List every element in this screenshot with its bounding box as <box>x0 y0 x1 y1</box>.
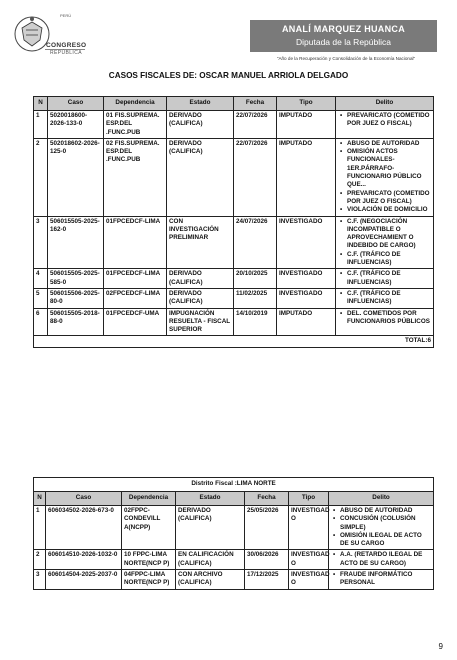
delito-item: • ABUSO DE AUTORIDAD <box>338 140 431 148</box>
total-cell: TOTAL:6 <box>34 336 434 347</box>
cell-caso: 606034502-2026-673-0 <box>46 506 122 550</box>
col-delito: Delito <box>329 492 434 506</box>
delito-item: • FRAUDE INFORMÁTICO PERSONAL <box>331 571 431 588</box>
cell-tipo: INVESTIGAD O <box>289 570 329 590</box>
delito-item: • VIOLACIÓN DE DOMICILIO <box>338 206 431 214</box>
congreso-label: CONGRESO <box>46 42 87 49</box>
cell-fecha: 22/07/2026 <box>234 111 277 139</box>
republica-label: REPÚBLICA <box>50 50 82 56</box>
cases-table <box>33 96 434 348</box>
cell-n: 6 <box>34 308 48 336</box>
cell-n: 4 <box>34 269 48 289</box>
cell-caso: 5020018600-2026-133-0 <box>48 111 104 139</box>
cell-dependencia: 02 FIS.SUPREMA. ESP.DEL .FUNC.PUB <box>104 138 167 216</box>
cell-dependencia: 01FPCEDCF-LIMA <box>104 269 167 289</box>
table-row <box>34 550 434 570</box>
col-n: N <box>34 492 46 506</box>
cell-delito <box>329 550 434 570</box>
cell-fecha: 30/06/2026 <box>245 550 289 570</box>
delito-item: • CONCUSIÓN (COLUSIÓN SIMPLE) <box>331 515 431 532</box>
delito-item: • PREVARICATO (COMETIDO POR JUEZ O FISCAL) <box>338 190 431 207</box>
col-caso: Caso <box>48 97 104 111</box>
col-estado: Estado <box>176 492 245 506</box>
deputy-name: ANALÍ MARQUEZ HUANCA <box>282 24 405 34</box>
cell-n: 1 <box>34 111 48 139</box>
col-fecha: Fecha <box>245 492 289 506</box>
cell-delito <box>336 138 434 216</box>
cell-estado: DERIVADO (CALIFICA) <box>167 111 234 139</box>
deputy-banner <box>250 20 437 52</box>
cell-fecha: 25/05/2026 <box>245 506 289 550</box>
col-dependencia: Dependencia <box>104 97 167 111</box>
cell-estado: DERIVADO (CALIFICA) <box>167 138 234 216</box>
delito-item: • A.A. (RETARDO ILEGAL DE ACTO DE SU CARGO) <box>331 551 431 568</box>
col-n: N <box>34 97 48 111</box>
delito-item: • OMISIÓN ILEGAL DE ACTO DE SU CARGO <box>331 532 431 549</box>
cell-tipo: INVESTIGAD O <box>289 550 329 570</box>
table-row <box>34 288 434 308</box>
cell-caso: 506015506-2025-80-0 <box>48 288 104 308</box>
year-motto: "Año de la Recuperación y Consolidación de la Economía Nacional" <box>276 56 416 61</box>
cell-caso: 506015505-2025-162-0 <box>48 216 104 269</box>
district-header-row <box>34 478 434 492</box>
cell-fecha: 11/02/2025 <box>234 288 277 308</box>
cell-delito <box>336 269 434 289</box>
table-row <box>34 216 434 269</box>
cell-tipo: IMPUTADO <box>277 111 336 139</box>
cell-fecha: 20/10/2025 <box>234 269 277 289</box>
delito-item: • ABUSO DE AUTORIDAD <box>331 507 431 515</box>
col-tipo: Tipo <box>277 97 336 111</box>
table-header-row <box>34 492 434 506</box>
cell-caso: 506015505-2018-88-0 <box>48 308 104 336</box>
cell-dependencia: 10 FPPC-LIMA NORTE(NCP P) <box>122 550 176 570</box>
cell-dependencia: 02FPCEDCF-LIMA <box>104 288 167 308</box>
cell-fecha: 22/07/2026 <box>234 138 277 216</box>
cell-estado: IMPUGNACIÓN RESUELTA - FISCAL SUPERIOR <box>167 308 234 336</box>
cell-dependencia: 01 FIS.SUPREMA. ESP.DEL .FUNC.PUB <box>104 111 167 139</box>
cell-delito <box>329 506 434 550</box>
cell-delito <box>336 111 434 139</box>
col-fecha: Fecha <box>234 97 277 111</box>
total-row <box>34 336 434 347</box>
cell-n: 2 <box>34 550 46 570</box>
cell-dependencia: 04FPPC-LIMA NORTE(NCP P) <box>122 570 176 590</box>
table-row <box>34 308 434 336</box>
cell-fecha: 24/07/2026 <box>234 216 277 269</box>
col-estado: Estado <box>167 97 234 111</box>
cell-caso: 506015505-2025-585-0 <box>48 269 104 289</box>
col-tipo: Tipo <box>289 492 329 506</box>
cell-n: 5 <box>34 288 48 308</box>
cell-estado: CON ARCHIVO (CALIFICA) <box>176 570 245 590</box>
district-title: Distrito Fiscal :LIMA NORTE <box>34 478 434 492</box>
col-delito: Delito <box>336 97 434 111</box>
cell-delito <box>329 570 434 590</box>
cell-dependencia: 02FPPC-CONDEVILL A(NCPP) <box>122 506 176 550</box>
cell-tipo: IMPUTADO <box>277 138 336 216</box>
table-header-row <box>34 97 434 111</box>
cell-estado: DERIVADO (CALIFICA) <box>167 288 234 308</box>
delito-item: • C.F. (TRÁFICO DE INFLUENCIAS) <box>338 270 431 287</box>
cell-estado: EN CALIFICACIÓN (CALIFICA) <box>176 550 245 570</box>
cell-caso: 606014504-2025-2037-0 <box>46 570 122 590</box>
cell-n: 2 <box>34 138 48 216</box>
delito-item: • PREVARICATO (COMETIDO POR JUEZ O FISCAL) <box>338 112 431 129</box>
cell-tipo: INVESTIGADO <box>277 216 336 269</box>
cell-estado: DERIVADO (CALIFICA) <box>176 506 245 550</box>
document-title: CASOS FISCALES DE: OSCAR MANUEL ARRIOLA DELGADO <box>108 71 349 80</box>
table-row <box>34 111 434 139</box>
cell-fecha: 14/10/2019 <box>234 308 277 336</box>
cell-delito <box>336 308 434 336</box>
table-row <box>34 138 434 216</box>
cell-tipo: INVESTIGAD O <box>289 506 329 550</box>
cell-tipo: INVESTIGADO <box>277 288 336 308</box>
cell-n: 3 <box>34 570 46 590</box>
delito-item: • C.F. (TRÁFICO DE INFLUENCIAS) <box>338 290 431 307</box>
cell-dependencia: 01FPCEDCF-UMA <box>104 308 167 336</box>
cell-tipo: IMPUTADO <box>277 308 336 336</box>
cell-n: 3 <box>34 216 48 269</box>
cell-fecha: 17/12/2025 <box>245 570 289 590</box>
cell-delito <box>336 288 434 308</box>
cell-n: 1 <box>34 506 46 550</box>
page-number: 9 <box>438 642 443 651</box>
crest-caption: PERÚ <box>60 13 72 18</box>
delito-item: • C.F. (NEGOCIACIÓN INCOMPATIBLE O APROVECHAMIENT O INDEBIDO DE CARGO) <box>338 218 431 251</box>
table-row <box>34 570 434 590</box>
delito-item: • C.F. (TRÁFICO DE INFLUENCIAS) <box>338 251 431 268</box>
deputy-role: Diputada de la República <box>296 37 391 47</box>
table-row <box>34 269 434 289</box>
cell-estado: DERIVADO (CALIFICA) <box>167 269 234 289</box>
delito-item: • DEL. COMETIDOS POR FUNCIONARIOS PÚBLICOS <box>338 310 431 327</box>
cell-dependencia: 01FPCEDCF-LIMA <box>104 216 167 269</box>
cell-tipo: INVESTIGADO <box>277 269 336 289</box>
delito-item: • OMISIÓN ACTOS FUNCIONALES-1ER.PÁRRAFO-FUNCIONARIO PÚBLICO QUE... <box>338 148 431 189</box>
col-dependencia: Dependencia <box>122 492 176 506</box>
district-cases-table <box>33 477 434 590</box>
cell-estado: CON INVESTIGACIÓN PRELIMINAR <box>167 216 234 269</box>
cell-caso: 606014510-2026-1032-0 <box>46 550 122 570</box>
cell-caso: 502018602-2026-125-0 <box>48 138 104 216</box>
table-row <box>34 506 434 550</box>
cell-delito <box>336 216 434 269</box>
col-caso: Caso <box>46 492 122 506</box>
